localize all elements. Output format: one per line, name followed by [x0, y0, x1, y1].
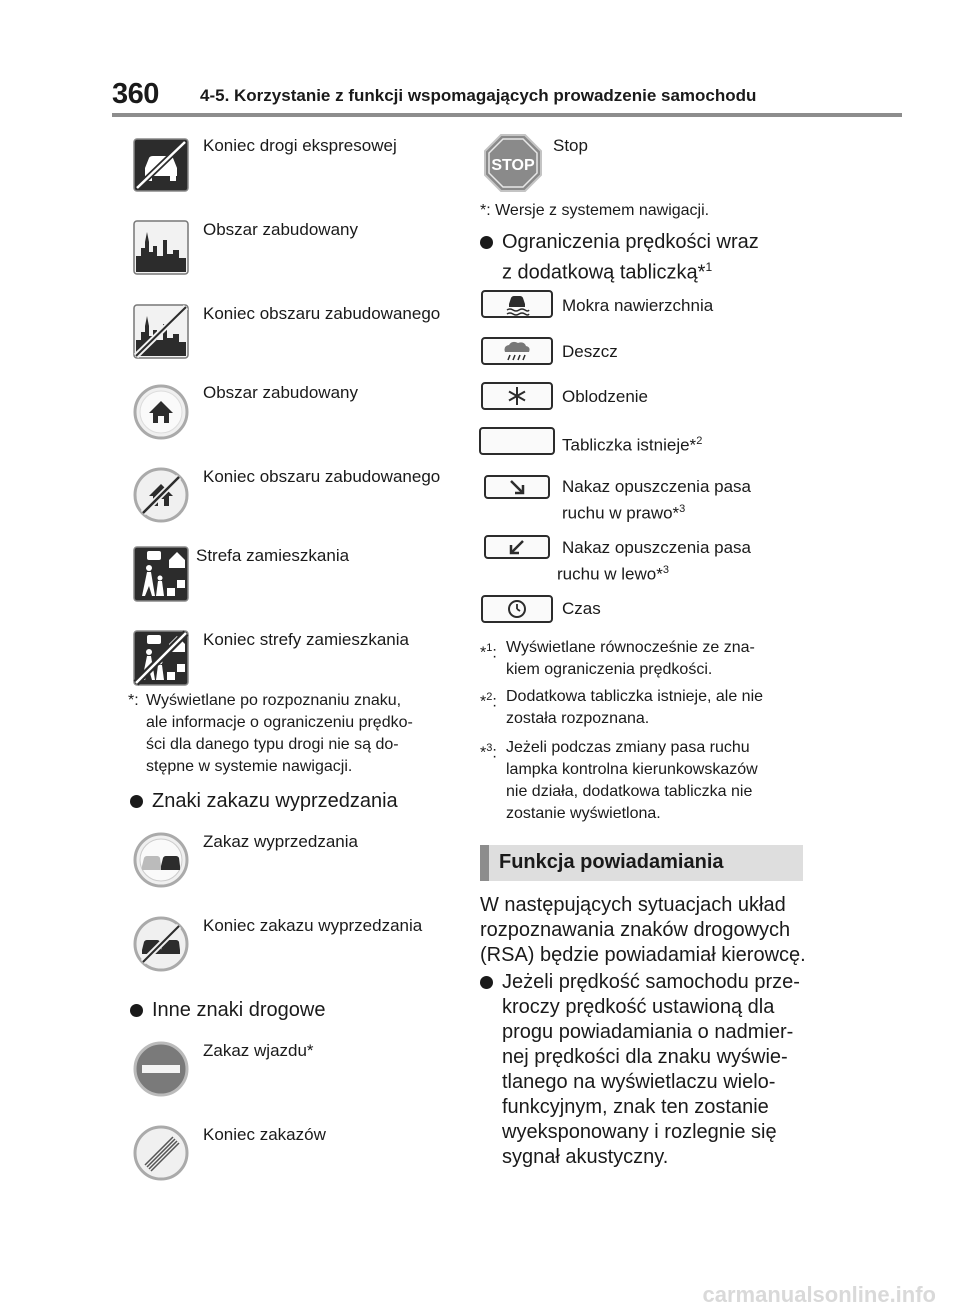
sign-label: Strefa zamieszkania [196, 546, 350, 565]
rain-cloud-plate-icon [481, 337, 553, 365]
section-heading-no-overtaking: Znaki zakazu wyprzedzania [130, 789, 398, 814]
bullet-dot [480, 236, 493, 249]
plate-label: Nakaz opuszczenia pasa ruchu w prawo*$^3$ [562, 477, 752, 523]
end-city-skyline-sign-icon [133, 304, 189, 359]
sign-label: Koniec obszaru zabudowanego [203, 304, 441, 323]
sign-label: Zakaz wyprzedzania [203, 832, 358, 851]
footnote-marker: *: [128, 692, 139, 709]
plate-label: Czas [562, 599, 601, 618]
stop-sign-icon [483, 133, 543, 193]
city-skyline-sign-icon [133, 220, 189, 275]
sign-label: Zakaz wjazdu* [203, 1041, 314, 1060]
sign-label: Koniec drogi ekspresowej [203, 136, 397, 155]
sign-label: Stop [553, 136, 588, 155]
residential-zone-sign-icon [133, 546, 189, 602]
footnote-1: *$^1$: Wyświetlane równocześnie ze zna- kiem ograniczenia prędkości. [480, 639, 755, 678]
end-house-circle-sign-icon [133, 467, 189, 523]
footnote-2: *$^2$: Dodatkowa tabliczka istnieje, ale nie została rozpoznana. [480, 688, 764, 727]
snowflake-plate-icon [481, 382, 553, 410]
arrow-down-right-plate-icon [484, 475, 550, 499]
sign-label: Obszar zabudowany [203, 383, 358, 402]
chapter-title: 4-5. Korzystanie z funkcji wspomagających prowadzenie samochodu [200, 86, 757, 105]
intro-paragraph: W następujących sytuacjach układ rozpoznawania znaków drogowych (RSA) będzie powiadamiał kierowcę. [480, 894, 806, 966]
footnote-3: *$^3$: Jeżeli podczas zmiany pasa ruchu lampka kontrolna kierunkowskazów nie działa, dodatkowa tabliczka nie zostanie wyświetlona. [480, 739, 758, 822]
sign-label: Obszar zabudowany [203, 220, 358, 239]
end-no-overtaking-sign-icon [133, 916, 189, 972]
sign-label: Koniec zakazu wyprzedzania [203, 916, 423, 935]
svg-text:STOP: STOP [491, 157, 535, 174]
end-of-restrictions-sign-icon [133, 1125, 189, 1181]
plate-label: Deszcz [562, 342, 618, 361]
plate-label: Nakaz opuszczenia pasa ruchu w lewo*$^3$ [557, 538, 752, 584]
blank-plate-icon [479, 427, 555, 455]
sign-label: Koniec zakazów [203, 1125, 326, 1144]
page-number: 360 [112, 78, 159, 110]
section-heading-other-signs: Inne znaki drogowe [130, 998, 325, 1023]
bullet-dot [480, 976, 493, 989]
plate-label: Tabliczka istnieje*$^2$ [562, 435, 703, 455]
notification-bullet: Jeżeli prędkość samochodu prze- kroczy prędkość ustawioną dla progu powiadamiania o nadmier- nej prędkości dla znaku wyświe- tlanego na wyświetlaczu wielo- funkcyjnym, znak ten zostanie wyeksponowany i rozlegnie się sygnał akustyczny. [480, 970, 800, 1170]
plate-label: Mokra nawierzchnia [562, 296, 714, 315]
sign-label: Koniec strefy zamieszkania [203, 630, 409, 649]
end-residential-zone-sign-icon [133, 630, 189, 686]
watermark: carmanualsonline.info [702, 1282, 936, 1307]
footnote-no-nav-data: *: Wyświetlane po rozpoznaniu znaku, ale informacje o ograniczeniu prędko- ści dla danego typu drogi nie są do- stępne w systemie nawigacji. [128, 692, 413, 775]
end-expressway-sign-icon [133, 138, 189, 192]
plate-label: Oblodzenie [562, 387, 649, 406]
page-header [112, 78, 902, 118]
arrow-down-left-plate-icon [484, 535, 550, 559]
clock-plate-icon [481, 595, 553, 623]
wet-road-plate-icon [481, 290, 553, 318]
no-overtaking-sign-icon [133, 832, 189, 888]
header-divider [112, 113, 902, 117]
bullet-dot [130, 795, 143, 808]
section-header [480, 845, 803, 881]
section-heading-supplementary-plates: Ograniczenia prędkości wraz z dodatkową tabliczką*$^1$ [480, 230, 759, 286]
house-circle-sign-icon [133, 384, 189, 440]
section-accent-bar [480, 845, 489, 881]
section-title: Funkcja powiadamiania [499, 851, 724, 873]
sign-label: Koniec obszaru zabudowanego [203, 467, 441, 486]
footnote-nav-versions: *: Wersje z systemem nawigacji. [480, 202, 710, 219]
no-entry-sign-icon [133, 1041, 189, 1097]
bullet-dot [130, 1004, 143, 1017]
